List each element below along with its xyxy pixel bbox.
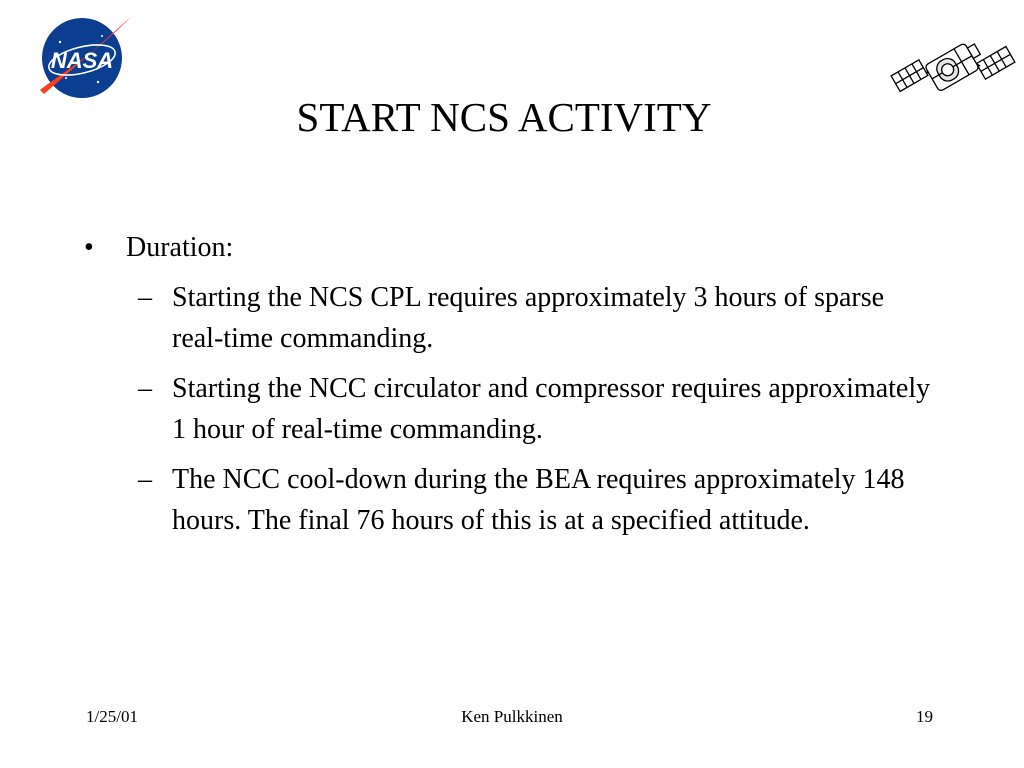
sub-bullet-item: [126, 277, 932, 359]
footer-author: Ken Pulkkinen: [461, 707, 563, 726]
nasa-logo-text: NASA: [50, 48, 114, 73]
bullet-marker: •: [84, 232, 94, 263]
dash-marker: –: [138, 373, 152, 404]
dash-marker: –: [138, 464, 152, 495]
sub-bullet-item: [126, 368, 932, 450]
bullet-item-duration: [84, 228, 944, 541]
footer-date: 1/25/01: [86, 707, 138, 726]
sub-bullet-text: Starting the NCS CPL requires approximately 3 hours of sparse real-time commanding.: [172, 282, 885, 354]
bullet-text: Duration:: [126, 232, 234, 263]
bullet-list: [84, 228, 944, 550]
dash-marker: –: [138, 282, 152, 313]
slide-title: START NCS ACTIVITY: [296, 94, 712, 140]
sub-bullet-list: [126, 277, 944, 541]
footer-page-number: 19: [916, 707, 933, 726]
sub-bullet-item: [126, 459, 932, 541]
sub-bullet-text: The NCC cool-down during the BEA requires approximately 148 hours. The final 76 hours of this is at a specified attitude.: [172, 464, 905, 536]
nasa-logo-icon: [36, 12, 134, 100]
sub-bullet-text: Starting the NCC circulator and compressor requires approximately 1 hour of real-time commanding.: [172, 373, 931, 445]
